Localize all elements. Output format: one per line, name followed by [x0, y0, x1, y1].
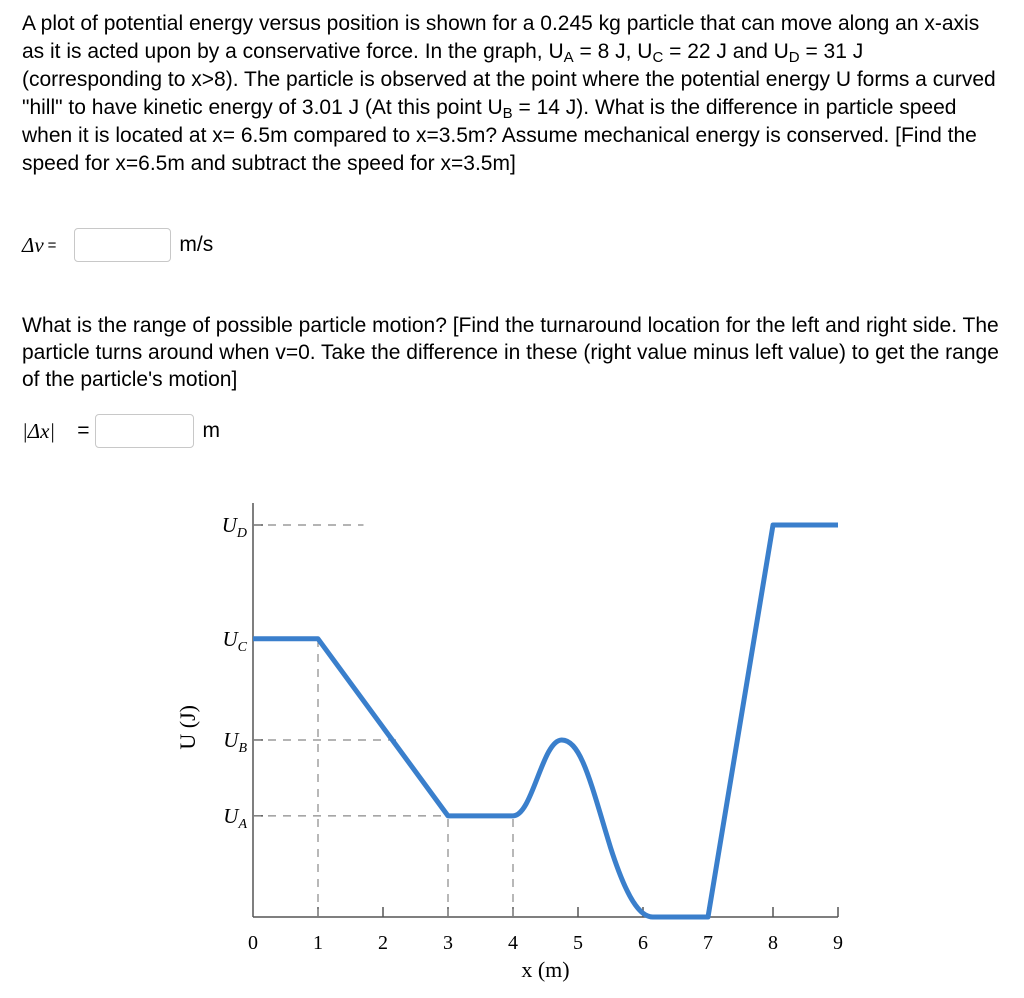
y-tick-label-ub: $U_B$ [223, 727, 247, 756]
problem-text-4: = 31 J (corresponding to x>8). The particle is observed at the point where the potential energy U forms a curved "hill" to have kinetic energy of 3.01 J (At this point U [22, 40, 996, 119]
x-tick-label-6: 6 [638, 932, 648, 954]
potential-energy-curve [253, 525, 838, 917]
x-tick-label-4: 4 [508, 932, 518, 954]
equals-sign: = [47, 236, 57, 254]
equals-sign: = [77, 419, 90, 442]
subscript-a: A [563, 49, 574, 66]
x-tick-label-5: 5 [573, 932, 583, 954]
x-tick-label-0: 0 [248, 932, 258, 954]
x-tick-label-2: 2 [378, 932, 388, 954]
problem-text-5: = 14 J). What is the difference in particle speed when it is located at x= 6.5m compared to x=3.5m? Assume mechanical energy is conserved. [Find the speed for x=6.5m and subtract the speed for x=3.5m] [22, 96, 977, 175]
potential-energy-chart [170, 490, 870, 990]
unit-label-ms: m/s [179, 233, 214, 256]
problem-statement [22, 10, 1007, 178]
problem-text-3: = 22 J and U [663, 40, 789, 63]
y-tick-label-ud: $U_D$ [221, 513, 247, 541]
x-tick-label-7: 7 [703, 932, 713, 954]
delta-v-symbol: Δv [22, 232, 44, 257]
y-tick-label-uc: $U_C$ [222, 626, 247, 655]
y-tick-label-ua: $U_A$ [223, 803, 247, 832]
delta-x-symbol: |Δx| [22, 418, 56, 443]
x-tick-label-1: 1 [313, 932, 323, 954]
problem-text-1: A plot of potential energy versus position is shown for a 0.245 kg particle that can move along an x-axis as it is acted upon by a conservative force. In the graph, U [22, 12, 980, 63]
subscript-d: D [788, 49, 800, 66]
x-tick-label-9: 9 [833, 932, 843, 954]
subscript-c: C [652, 49, 664, 66]
subscript-b: B [502, 105, 513, 122]
x-axis-label: x (m) [521, 957, 570, 982]
x-tick-label-8: 8 [768, 932, 778, 954]
unit-label-m: m [202, 419, 220, 442]
problem-text-2: = 8 J, U [573, 40, 653, 63]
delta-v-input[interactable] [74, 228, 171, 262]
y-axis-label: U (J) [175, 705, 200, 750]
answer-row-delta-x [22, 414, 220, 448]
question-2-text: What is the range of possible particle motion? [Find the turnaround location for the left and right side. The particle turns around when v=0. Take the difference in these (right value minus left value) to get the range of the particle's motion] [22, 314, 999, 391]
delta-x-input[interactable] [95, 414, 194, 448]
answer-row-delta-v [22, 228, 213, 262]
x-tick-label-3: 3 [443, 932, 453, 954]
